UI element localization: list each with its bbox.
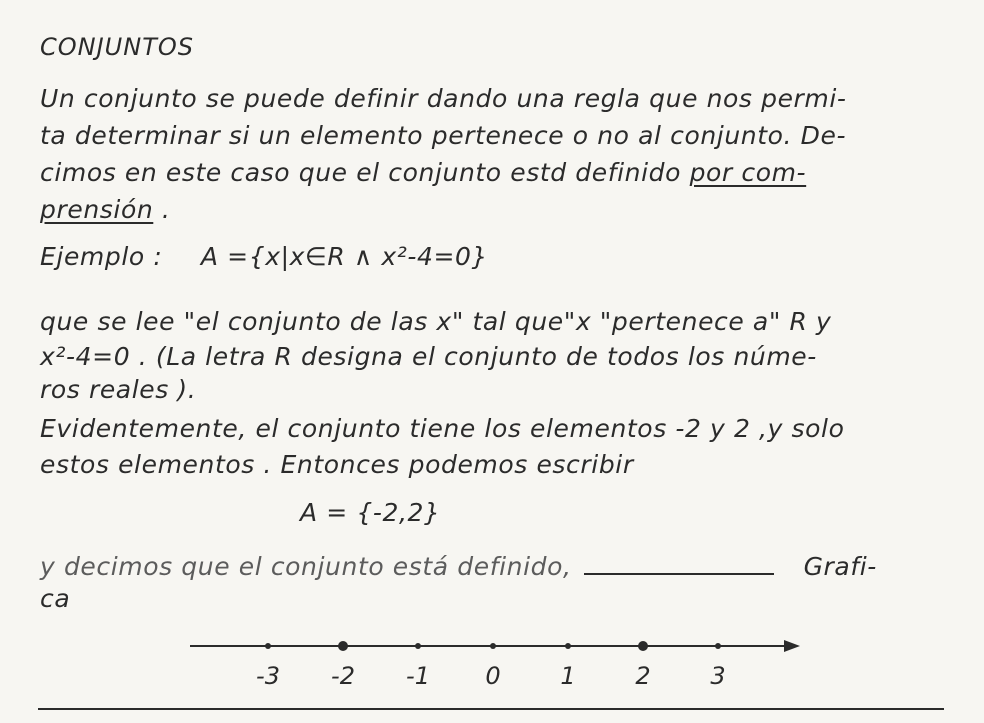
underlined-term-part-1: por com- [689, 158, 807, 187]
example-row [40, 240, 488, 274]
tick-label: 3 [710, 662, 726, 690]
example-formula: A ={x|x∈R ∧ x²-4=0} [200, 242, 489, 271]
paragraph-3-line-1: Evidentemente, el conjunto tiene los elementos -2 y 2 ,y solo [40, 414, 845, 443]
paragraph-1-line-4 [40, 193, 170, 227]
paragraph-2-line-2: x²-4=0 . (La letra R designa el conjunto de todos los núme- [40, 342, 817, 371]
paragraph-1-line-3-text: cimos en este caso que el conjunto estd definido [40, 158, 690, 187]
paragraph-2-line-3: ros reales ). [40, 375, 197, 404]
tick-label: 1 [560, 662, 576, 690]
marked-point [638, 641, 648, 651]
paragraph-4-end: Grafi- [803, 552, 877, 581]
answer-blank[interactable] [584, 551, 774, 575]
number-line [0, 620, 984, 700]
tick-mark [565, 643, 571, 649]
number-line-arrow-icon [784, 640, 800, 652]
tick-label: 0 [485, 662, 501, 690]
tick-label: 2 [635, 662, 651, 690]
set-formula: A = {-2,2} [300, 498, 441, 527]
paragraph-1-line-2: ta determinar si un elemento pertenece o no al conjunto. De- [40, 121, 847, 150]
paragraph-1-line-3 [40, 156, 806, 190]
paragraph-3-line-2: estos elementos . Entonces podemos escribir [40, 450, 634, 479]
tick-mark [415, 643, 421, 649]
paragraph-2-line-1: que se lee "el conjunto de las x" tal que"x "pertenece a" R y [40, 307, 832, 336]
paragraph-1-line-4-end: . [153, 195, 171, 224]
tick-mark [490, 643, 496, 649]
paragraph-4-line-1 [40, 550, 877, 584]
example-label: Ejemplo : [40, 242, 163, 271]
tick-label: -2 [331, 662, 355, 690]
paragraph-1-line-1: Un conjunto se puede definir dando una regla que nos permi- [40, 84, 847, 113]
paragraph-4-text: y decimos que el conjunto está definido, [40, 552, 572, 581]
page-title: CONJUNTOS [40, 33, 194, 61]
tick-mark [265, 643, 271, 649]
underlined-term-part-2: prensión [40, 195, 154, 224]
tick-mark [715, 643, 721, 649]
marked-point [338, 641, 348, 651]
paragraph-4-line-2: ca [40, 584, 71, 613]
tick-label: -1 [406, 662, 430, 690]
bottom-rule [38, 708, 944, 710]
tick-label: -3 [256, 662, 280, 690]
